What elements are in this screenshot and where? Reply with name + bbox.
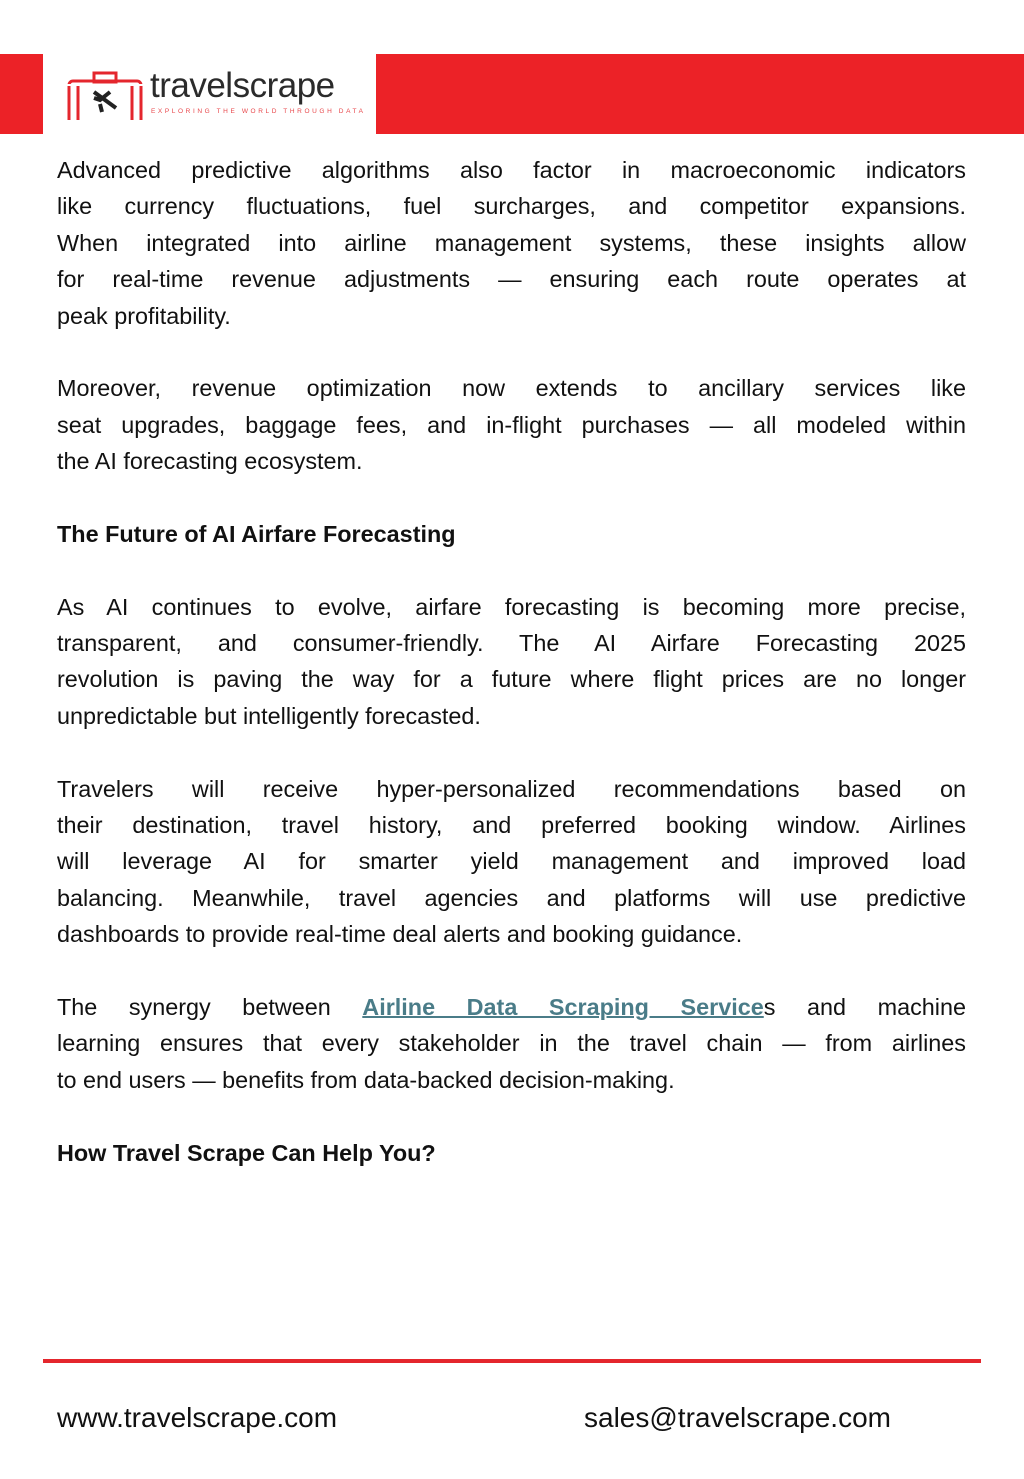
brand-name: travelscrape — [150, 66, 335, 105]
section-heading: The Future of AI Airfare Forecasting — [57, 520, 456, 547]
text-line: learning ensures that every stakeholder in the travel chain — from airlines — [57, 1030, 966, 1057]
article-body — [57, 152, 966, 1171]
text-line: to end users — benefits from data-backed decision-making. — [57, 1066, 675, 1093]
paragraph — [57, 152, 966, 334]
paragraph — [57, 989, 966, 1098]
footer-website-link[interactable]: www.travelscrape.com — [57, 1402, 338, 1433]
footer-divider — [43, 1359, 981, 1363]
text-line — [57, 989, 966, 1025]
text-span: s and machine — [763, 993, 966, 1020]
suitcase-plane-icon — [66, 70, 146, 122]
paragraph — [57, 370, 966, 479]
brand-tagline: EXPLORING THE WORLD THROUGH DATA — [151, 108, 366, 115]
text-line: When integrated into airline management systems, these insights allow — [57, 229, 966, 256]
text-line: will leverage AI for smarter yield management and improved load — [57, 848, 966, 875]
text-line: the AI forecasting ecosystem. — [57, 448, 363, 475]
text-line: their destination, travel history, and preferred booking window. Airlines — [57, 812, 966, 839]
text-line: Moreover, revenue optimization now extends to ancillary services like — [57, 375, 966, 402]
footer-email-link[interactable]: sales@travelscrape.com — [584, 1402, 891, 1433]
text-span: The synergy between — [57, 993, 363, 1020]
text-line: As AI continues to evolve, airfare forecasting is becoming more precise, — [57, 593, 966, 620]
text-line: transparent, and consumer-friendly. The AI Airfare Forecasting 2025 — [57, 630, 966, 657]
text-line: seat upgrades, baggage fees, and in-flight purchases — all modeled within — [57, 411, 966, 438]
travelscrape-logo — [66, 66, 366, 122]
header-red-bar-right — [376, 54, 1024, 134]
airline-data-scraping-link[interactable]: Airline Data Scraping Service — [362, 993, 764, 1020]
text-line: balancing. Meanwhile, travel agencies and platforms will use predictive — [57, 884, 966, 911]
header-red-bar-left — [0, 54, 43, 134]
text-line: like currency fluctuations, fuel surcharges, and competitor expansions. — [57, 193, 966, 220]
text-line: for real-time revenue adjustments — ensuring each route operates at — [57, 266, 966, 293]
text-line: revolution is paving the way for a future where flight prices are no longer — [57, 666, 966, 693]
paragraph — [57, 589, 966, 735]
text-line: Advanced predictive algorithms also factor in macroeconomic indicators — [57, 157, 966, 183]
paragraph — [57, 771, 966, 953]
text-line: Travelers will receive hyper-personalized recommendations based on — [57, 775, 966, 802]
text-line: peak profitability. — [57, 302, 231, 329]
text-line: dashboards to provide real-time deal alerts and booking guidance. — [57, 921, 743, 948]
text-line: unpredictable but intelligently forecasted. — [57, 702, 481, 729]
section-heading: How Travel Scrape Can Help You? — [57, 1139, 436, 1166]
